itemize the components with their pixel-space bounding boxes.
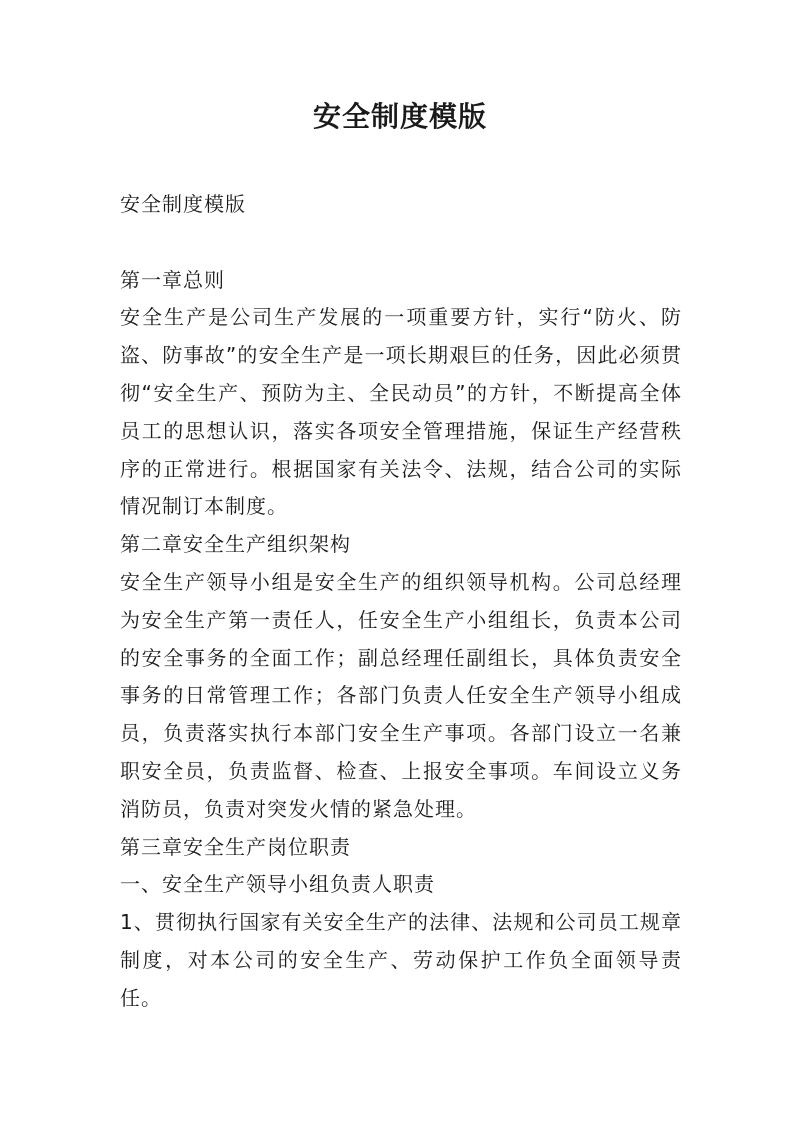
- chapter-heading: 第三章安全生产岗位职责: [120, 834, 351, 859]
- document-body: [120, 186, 682, 1018]
- body-paragraph: 安全生产领导小组是安全生产的组织领导机构。公司总经理为安全生产第一责任人，任安全生产小组组长，负责本公司的安全事务的全面工作；副总经理任副组长，具体负责安全事务的日常管理工作；各部门负责人任安全生产领导小组成员，负责落实执行本部门安全生产事项。各部门设立一名兼职安全员，负责监督、检查、上报安全事项。车间设立义务消防员，负责对突发火情的紧急处理。: [120, 569, 682, 821]
- document-title: 安全制度模版: [312, 100, 487, 133]
- section-heading: 一、安全生产领导小组负责人职责: [120, 872, 435, 897]
- chapter-heading: 第一章总则: [120, 267, 225, 292]
- body-paragraph: 1、贯彻执行国家有关安全生产的法律、法规和公司员工规章制度，对本公司的安全生产、劳动保护工作负全面领导责任。: [120, 910, 682, 1010]
- chapter-heading: 第二章安全生产组织架构: [120, 532, 351, 557]
- body-paragraph: 安全生产是公司生产发展的一项重要方针，实行“防火、防盗、防事故”的安全生产是一项长期艰巨的任务，因此必须贯彻“安全生产、预防为主、全民动员”的方针，不断提高全体员工的思想认识，落实各项安全管理措施，保证生产经营秩序的正常进行。根据国家有关法令、法规，结合公司的实际情况制订本制度。: [120, 305, 682, 519]
- document-subtitle: 安全制度模版: [120, 192, 246, 216]
